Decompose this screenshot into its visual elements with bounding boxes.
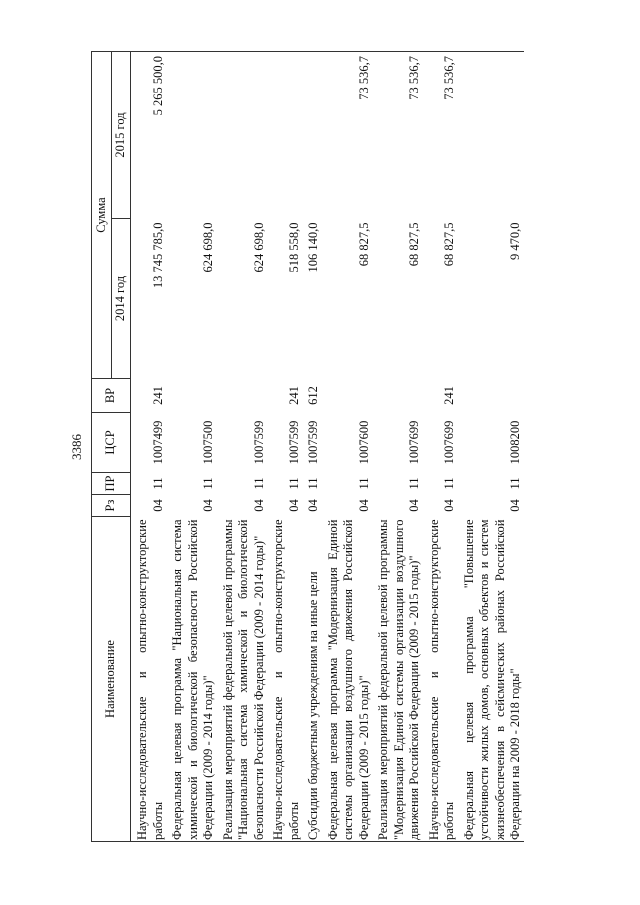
row-rz: 04 [306,499,320,512]
row-name: Научно-исследовательские и опытно-конструкторские работы [131,517,167,842]
row-sum-2014: 68 827,5 [442,222,456,267]
row-sum-2014: 106 140,0 [306,222,320,273]
table-row [166,52,217,842]
row-name: Субсидии бюджетным учреждениям на иные цели [302,517,322,842]
header-year-2014: 2014 год [112,219,131,379]
row-pr: 11 [201,477,215,490]
row-pr: 11 [286,477,301,490]
table-row [302,52,322,842]
row-name: Реализация мероприятий федеральной целевой программы "Модернизация Единой системы организации воздушного движения Российской Федерации (2009 - 2015 годы)" [372,517,423,842]
row-rz: 04 [442,499,456,512]
table-header [92,52,131,842]
header-rz: Рз [92,495,131,517]
row-sum-2015: 73 536,7 [423,52,458,219]
row-rz: 04 [407,499,421,512]
row-csr: 1007699 [442,420,456,465]
row-name: Федеральная целевая программа "Национальная система химической и биологической безопасности Российской Федерации (2009 - 2014 годы)" [166,517,217,842]
table-row [267,52,302,842]
header-sum: Сумма [92,52,112,379]
row-pr: 11 [508,477,522,490]
row-sum-2015 [302,52,322,219]
header-pr: ПР [92,473,131,495]
row-rz: 04 [286,499,301,512]
row-sum-2015: 5 265 500,0 [131,52,167,219]
row-csr: 1007599 [286,420,301,465]
row-name: Федеральная целевая программа "Повышение устойчивости жилых домов, основных объектов и систем жизнеобеспечения в сейсмических районах Российской Федерации на 2009 - 2018 годы" [458,517,524,842]
row-rz: 04 [251,499,266,512]
row-csr: 1008200 [508,420,522,465]
row-sum-2015: 73 536,7 [372,52,423,219]
row-vr [322,379,373,413]
row-pr: 11 [306,477,320,490]
table-body [131,52,524,842]
row-sum-2015 [217,52,268,219]
table-row [458,52,524,842]
row-name: Научно-исследовательские и опытно-конструкторские работы [267,517,302,842]
row-name: Реализация мероприятий федеральной целевой программы "Национальная система химической и биологической безопасности Российской Федерации (2009 - 2014 годы)" [217,517,268,842]
header-vr: ВР [92,379,131,413]
row-vr: 612 [306,386,320,405]
row-csr: 1007500 [201,420,215,465]
row-csr: 1007599 [251,420,266,465]
row-sum-2014: 13 745 785,0 [150,222,165,289]
row-rz: 04 [201,499,215,512]
row-sum-2014: 624 698,0 [251,222,266,273]
row-pr: 11 [356,477,371,490]
row-vr: 241 [150,386,165,405]
row-vr [458,379,524,413]
row-sum-2015 [166,52,217,219]
table-row [322,52,373,842]
row-sum-2015 [267,52,302,219]
header-name: Наименование [92,517,131,842]
row-vr: 241 [286,386,301,405]
row-csr: 1007699 [407,420,421,465]
row-csr: 1007499 [150,420,165,465]
row-pr: 11 [150,477,165,490]
row-pr: 11 [407,477,421,490]
row-name: Научно-исследовательские и опытно-конструкторские работы [423,517,458,842]
row-csr: 1007600 [356,420,371,465]
row-rz: 04 [508,499,522,512]
row-rz: 04 [356,499,371,512]
row-sum-2015: 73 536,7 [322,52,373,219]
row-pr: 11 [442,477,456,490]
row-sum-2014: 518 558,0 [286,222,301,273]
header-csr: ЦСР [92,413,131,473]
table-row [423,52,458,842]
row-sum-2014: 68 827,5 [356,222,371,267]
row-sum-2015 [458,52,524,219]
row-name: Федеральная целевая программа "Модернизация Единой системы организации воздушного движения Российской Федерации (2009 - 2015 годы)" [322,517,373,842]
table-row [372,52,423,842]
row-vr [217,379,268,413]
row-sum-2014: 9 470,0 [508,222,522,260]
row-vr: 241 [442,386,456,405]
row-csr: 1007599 [306,420,320,465]
row-sum-2014: 624 698,0 [201,222,215,273]
page-number: 3386 [69,434,84,460]
budget-table [91,51,524,842]
table-row [217,52,268,842]
row-vr [372,379,423,413]
row-rz: 04 [150,499,165,512]
row-pr: 11 [251,477,266,490]
header-year-2015: 2015 год [112,52,131,219]
row-sum-2014: 68 827,5 [407,222,421,267]
rotated-content [67,52,635,842]
row-vr [166,379,217,413]
table-row [131,52,167,842]
